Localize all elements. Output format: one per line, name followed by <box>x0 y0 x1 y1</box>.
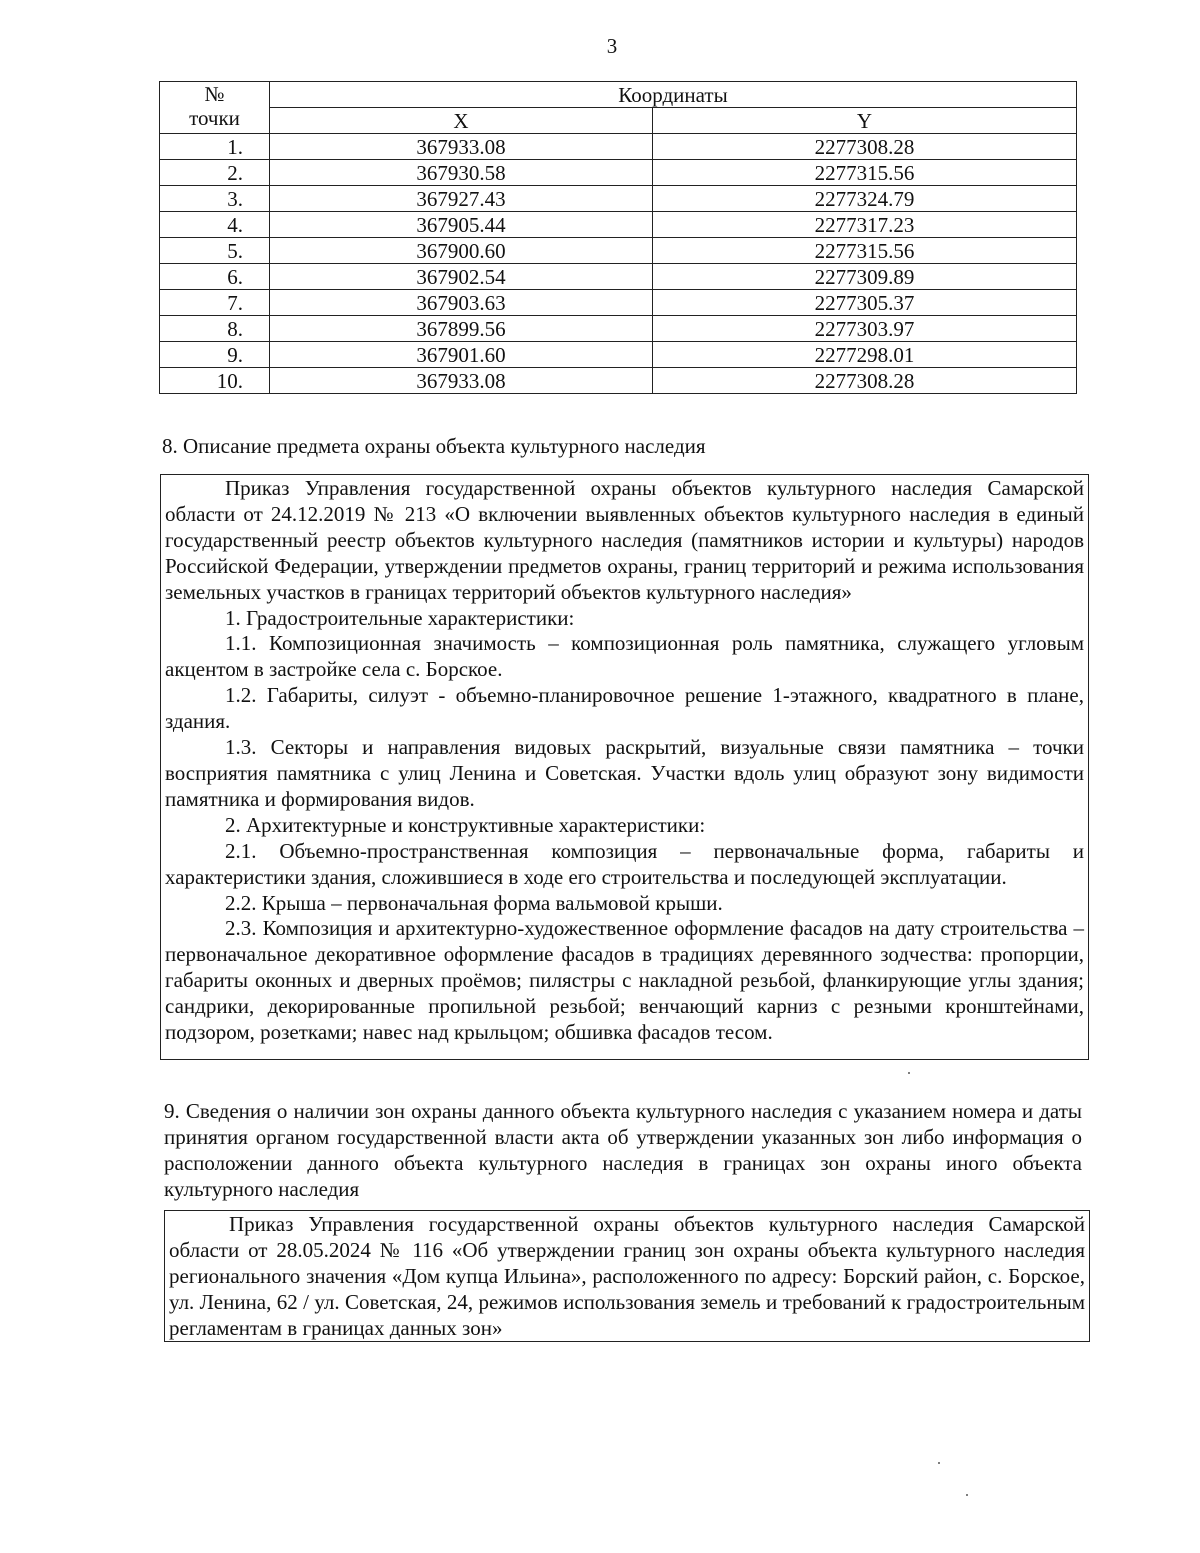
table-row <box>160 290 1077 316</box>
point-number: 7. <box>160 290 270 316</box>
y-value: 2277309.89 <box>653 264 1077 290</box>
section-9-order-paragraph: Приказ Управления государственной охраны объектов культурного наследия Самарской области от 28.05.2024 № 116 «Об утверждении границ зон охраны объекта культурного наследия регионального значения «Дом купца Ильина», расположенного по адресу: Борский район, с. Борское, ул. Ленина, 62 / ул. Советская, 24, режимов использования земель и требований к градостроительным регламентам в границах данных зон» <box>169 1212 1085 1340</box>
table-row <box>160 316 1077 342</box>
point-number: 9. <box>160 342 270 368</box>
x-value: 367927.43 <box>270 186 653 212</box>
x-value: 367930.58 <box>270 160 653 186</box>
y-header: Y <box>653 108 1077 134</box>
x-value: 367899.56 <box>270 316 653 342</box>
point-number: 2. <box>160 160 270 186</box>
point-number: 10. <box>160 368 270 394</box>
y-value: 2277324.79 <box>653 186 1077 212</box>
point-number: 5. <box>160 238 270 264</box>
section-9-box <box>164 1210 1090 1342</box>
point-number-header <box>160 82 270 134</box>
x-value: 367933.08 <box>270 134 653 160</box>
table-row <box>160 264 1077 290</box>
table-row <box>160 160 1077 186</box>
section-8-item-2-2: 2.2. Крыша – первоначальная форма вальмовой крыши. <box>225 890 723 915</box>
y-value: 2277308.28 <box>653 368 1077 394</box>
x-value: 367933.08 <box>270 368 653 394</box>
table-row <box>160 186 1077 212</box>
section-8-item-1-2: 1.2. Габариты, силуэт - объемно-планировочное решение 1-этажного, квадратного в плане, здания. <box>165 683 1084 734</box>
point-number: 1. <box>160 134 270 160</box>
table-row <box>160 134 1077 160</box>
table-row <box>160 368 1077 394</box>
section-8-order-paragraph: Приказ Управления государственной охраны объектов культурного наследия Самарской области от 24.12.2019 № 213 «О включении выявленных объектов культурного наследия в единый государственный реестр объектов культурного наследия (памятников истории и культуры) народов Российской Федерации, утверждении предметов охраны, границ территорий и режима использования земельных участков в границах территорий объектов культурного наследия» <box>165 476 1084 604</box>
y-value: 2277308.28 <box>653 134 1077 160</box>
y-value: 2277303.97 <box>653 316 1077 342</box>
section-9-heading: 9. Сведения о наличии зон охраны данного объекта культурного наследия с указанием номера и даты принятия органом государственной власти акта об утверждении указанных зон либо информация о расположении данного объекта культурного наследия в границах зон охраны иного объекта культурного наследия <box>164 1099 1082 1201</box>
section-8-item-1: 1. Градостроительные характеристики: <box>225 605 575 630</box>
y-value: 2277315.56 <box>653 238 1077 264</box>
section-8-item-2-3: 2.3. Композиция и архитектурно-художественное оформление фасадов на дату строительства – первоначальное декоративное оформление фасадов в традициях деревянного зодчества: пропорции, габариты оконных и дверных проёмов; пилястры с накладной резьбой, фланкирующие углы здания; сандрики, декорированные пропильной резьбой; венчающий карниз с резными кронштейнами, подзором, розетками; навес над крыльцом; обшивка фасадов тесом. <box>165 916 1084 1045</box>
y-value: 2277305.37 <box>653 290 1077 316</box>
section-8-item-1-3: 1.3. Секторы и направления видовых раскрытий, визуальные связи памятника – точки восприятия памятника с улиц Ленина и Советская. Участки вдоль улиц образуют зону видимости памятника и формирования видов. <box>165 735 1084 811</box>
table-row <box>160 342 1077 368</box>
table-row <box>160 238 1077 264</box>
x-header: X <box>270 108 653 134</box>
section-8-box <box>160 474 1089 1060</box>
page-number: 3 <box>606 34 618 58</box>
point-number: 4. <box>160 212 270 238</box>
x-value: 367905.44 <box>270 212 653 238</box>
coordinates-table <box>159 81 1077 394</box>
section-8-item-2: 2. Архитектурные и конструктивные характеристики: <box>225 812 706 837</box>
coordinates-header: Координаты <box>270 82 1077 108</box>
x-value: 367900.60 <box>270 238 653 264</box>
scan-speck <box>908 1072 910 1074</box>
y-value: 2277317.23 <box>653 212 1077 238</box>
section-8-heading: 8. Описание предмета охраны объекта культурного наследия <box>162 434 706 458</box>
y-value: 2277315.56 <box>653 160 1077 186</box>
x-value: 367901.60 <box>270 342 653 368</box>
point-number-header-line2: точки <box>189 106 240 130</box>
point-number: 6. <box>160 264 270 290</box>
y-value: 2277298.01 <box>653 342 1077 368</box>
section-8-item-2-1: 2.1. Объемно-пространственная композиция – первоначальные форма, габариты и характеристики здания, сложившиеся в ходе его строительства и последующей эксплуатации. <box>165 838 1084 889</box>
x-value: 367903.63 <box>270 290 653 316</box>
point-number: 8. <box>160 316 270 342</box>
x-value: 367902.54 <box>270 264 653 290</box>
section-8-item-1-1: 1.1. Композиционная значимость – композиционная роль памятника, служащего угловым акцентом в застройке села с. Борское. <box>165 631 1084 682</box>
scan-speck <box>966 1494 968 1496</box>
table-row <box>160 212 1077 238</box>
scan-speck <box>938 1462 940 1464</box>
point-number-header-line1: № <box>204 82 225 106</box>
point-number: 3. <box>160 186 270 212</box>
